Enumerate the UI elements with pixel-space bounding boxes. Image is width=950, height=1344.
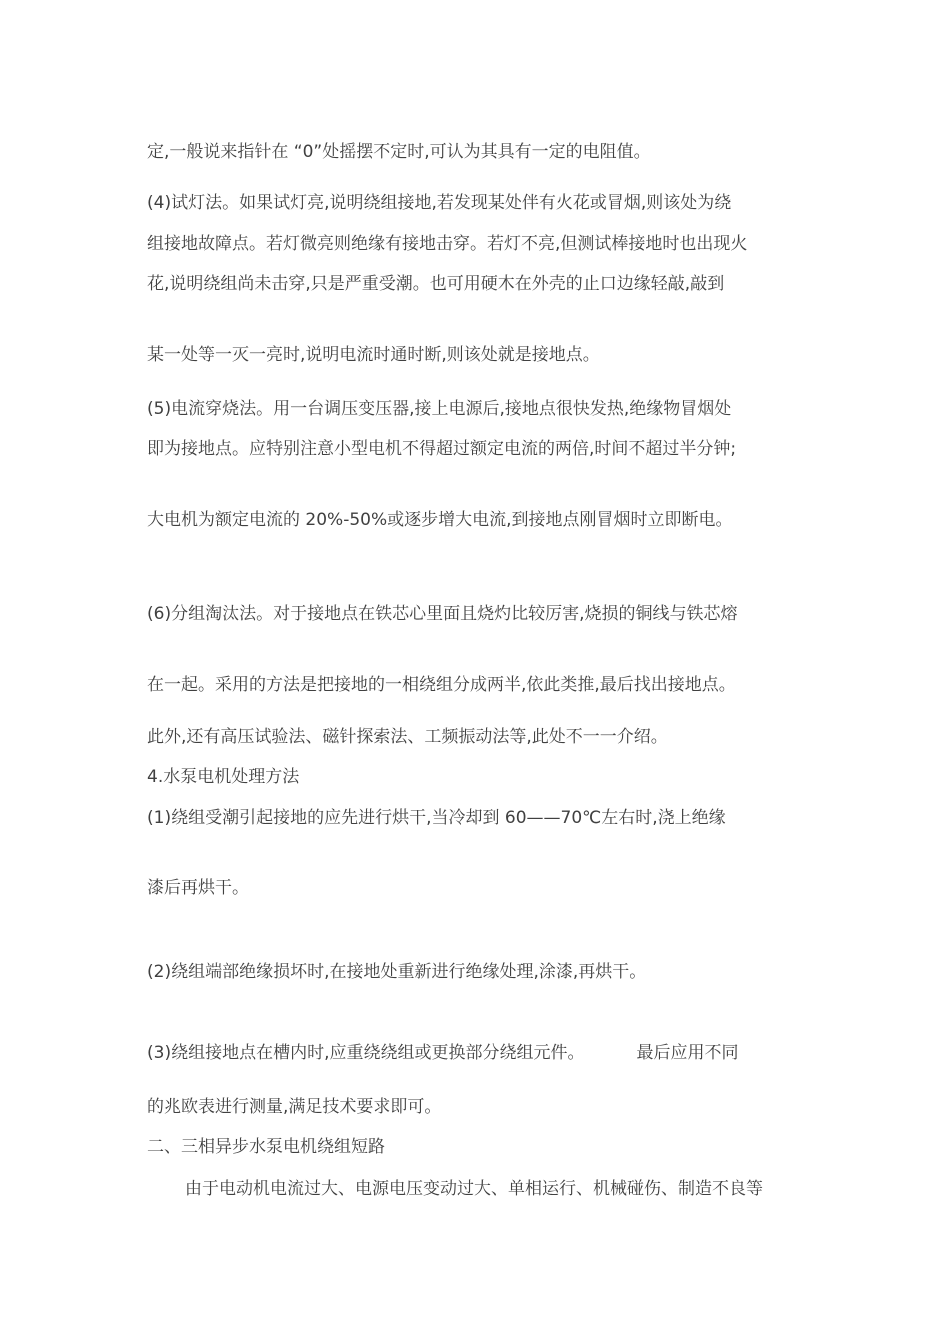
text-line: 此外,还有高压试验法、磁针探索法、工频振动法等,此处不一一介绍。	[147, 727, 668, 747]
text-segment: (3)绕组接地点在槽内时,应重绕绕组或更换部分绕组元件。	[147, 1043, 585, 1063]
text-line: 组接地故障点。若灯微亮则绝缘有接地击穿。若灯不亮,但测试棒接地时也出现火	[147, 234, 748, 254]
text-line: 漆后再烘干。	[147, 878, 249, 898]
text-line: (5)电流穿烧法。用一台调压变压器,接上电源后,接地点很快发热,绝缘物冒烟处	[147, 399, 732, 419]
text-segment: 最后应用不同	[636, 1043, 739, 1063]
text-line: 的兆欧表进行测量,满足技术要求即可。	[147, 1097, 442, 1117]
text-line: (2)绕组端部绝缘损坏时,在接地处重新进行绝缘处理,涂漆,再烘干。	[147, 962, 647, 982]
text-line: 大电机为额定电流的 20%-50%或逐步增大电流,到接地点刚冒烟时立即断电。	[147, 510, 733, 530]
section-heading: 二、三相异步水泵电机绕组短路	[147, 1137, 385, 1157]
text-line: (4)试灯法。如果试灯亮,说明绕组接地,若发现某处伴有火花或冒烟,则该处为绕	[147, 193, 732, 213]
section-heading: 4.水泵电机处理方法	[147, 767, 300, 787]
text-line: 花,说明绕组尚未击穿,只是严重受潮。也可用硬木在外壳的止口边缘轻敲,敲到	[147, 274, 725, 294]
text-line: (6)分组淘汰法。对于接地点在铁芯心里面且烧灼比较厉害,烧损的铜线与铁芯熔	[147, 604, 738, 624]
text-line	[147, 1042, 738, 1064]
text-line: 由于电动机电流过大、电源电压变动过大、单相运行、机械碰伤、制造不良等	[185, 1179, 763, 1199]
text-line: 定,一般说来指针在 “0”处摇摆不定时,可认为其具有一定的电阻值。	[147, 142, 651, 162]
text-line: 即为接地点。应特别注意小型电机不得超过额定电流的两倍,时间不超过半分钟;	[147, 439, 737, 459]
text-line: (1)绕组受潮引起接地的应先进行烘干,当冷却到 60——70℃左右时,浇上绝缘	[147, 808, 726, 828]
text-line: 在一起。采用的方法是把接地的一相绕组分成两半,依此类推,最后找出接地点。	[147, 675, 736, 695]
text-line: 某一处等一灭一亮时,说明电流时通时断,则该处就是接地点。	[147, 345, 600, 365]
